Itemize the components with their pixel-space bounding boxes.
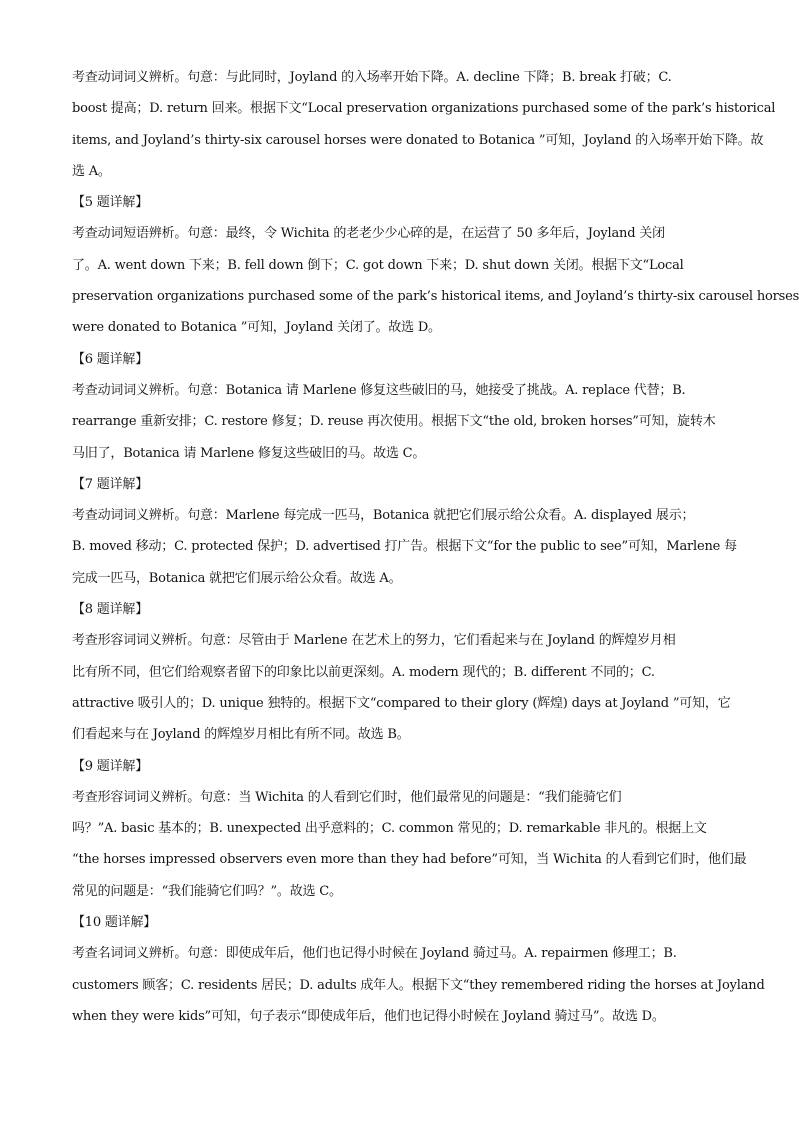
text-line: 完成一匹马，Botanica 就把它们展示给公众看。故选 A。 — [72, 570, 402, 586]
text-line: 考查名词词义辨析。句意：即使成年后，他们也记得小时候在 Joyland 骑过马。A. repairmen 修理工；B. — [72, 946, 677, 962]
text-line: 比有所不同，但它们给观察者留下的印象比以前更深刻。A. modern 现代的；B. different 不同的；C. — [72, 664, 655, 680]
text-line: 考查动词词义辨析。句意：与此同时，Joyland 的入场率开始下降。A. decline 下降；B. break 打破；C. — [72, 70, 672, 85]
heading-q7: 【7 题详解】 — [72, 476, 149, 492]
para-q9 — [72, 782, 747, 907]
text-line: 选 A。 — [72, 163, 111, 179]
text-line: 了。A. went down 下来；B. fell down 倒下；C. got down 下来；D. shut down 关闭。根据下文“Local — [72, 257, 684, 273]
heading-q6: 【6 题详解】 — [72, 351, 149, 367]
text-line: B. moved 移动；C. protected 保护；D. advertised 打广告。根据下文“for the public to see”可知，Marlene 每 — [72, 539, 737, 555]
para-q6 — [72, 375, 724, 469]
text-line: rearrange 重新安排；C. restore 修复；D. reuse 再次使用。根据下文“the old, broken horses”可知，旋转木 — [72, 414, 716, 430]
heading-q5: 【5 题详解】 — [72, 195, 149, 211]
heading-q10: 【10 题详解】 — [72, 915, 157, 931]
para-q8 — [72, 625, 731, 750]
text-line: when they were kids”可知，句子表示“即使成年后，他们也记得小时候在 Joyland 骑过马”。故选 D。 — [72, 1008, 665, 1024]
para-4-continuation — [72, 62, 776, 187]
text-line: boost 提高；D. return 回来。根据下文“Local preservation organizations purchased some of the park’s historical — [72, 101, 776, 117]
text-line: 考查动词短语辨析。句意：最终，令 Wichita 的老老少少心碎的是，在运营了 50 多年后，Joyland 关闭 — [72, 226, 665, 242]
text-line: items, and Joyland’s thirty-six carousel horses were donated to Botanica ”可知，Joyland 的入场率开始下降。故 — [72, 132, 764, 148]
text-line: customers 顾客；C. residents 居民；D. adults 成年人。根据下文“they remembered riding the horses at Joyland — [72, 977, 765, 993]
text-line: 考查动词词义辨析。句意：Marlene 每完成一匹马，Botanica 就把它们展示给公众看。A. displayed 展示； — [72, 508, 695, 524]
text-line: 考查形容词词义辨析。句意：当 Wichita 的人看到它们时，他们最常见的问题是：“我们能骑它们 — [72, 789, 622, 805]
heading-q8: 【8 题详解】 — [72, 602, 149, 618]
text-line: 马旧了，Botanica 请 Marlene 修复这些破旧的马。故选 C。 — [72, 445, 426, 461]
text-line: 常见的问题是：“我们能骑它们吗？”。故选 C。 — [72, 883, 342, 899]
text-line: were donated to Botanica ”可知，Joyland 关闭了。故选 D。 — [72, 320, 441, 336]
text-line: 考查形容词词义辨析。句意：尽管由于 Marlene 在艺术上的努力，它们看起来与在 Joyland 的辉煌岁月相 — [72, 633, 676, 649]
para-q7 — [72, 500, 737, 594]
heading-q9: 【9 题详解】 — [72, 758, 149, 774]
text-line: “the horses impressed observers even more than they had before”可知，当 Wichita 的人看到它们时，他们最 — [72, 852, 747, 868]
text-line: 吗？”A. basic 基本的；B. unexpected 出乎意料的；C. common 常见的；D. remarkable 非凡的。根据上文 — [72, 821, 707, 837]
para-q10 — [72, 938, 765, 1032]
text-line: 们看起来与在 Joyland 的辉煌岁月相比有所不同。故选 B。 — [72, 727, 410, 743]
text-line: 考查动词词义辨析。句意：Botanica 请 Marlene 修复这些破旧的马，她接受了挑战。A. replace 代替；B. — [72, 382, 686, 398]
para-q5 — [72, 218, 799, 343]
text-line: preservation organizations purchased some of the park’s historical items, and Joyland’s thirty-six carousel horses — [72, 289, 799, 305]
answer-explanation-page — [72, 62, 799, 1032]
text-line: attractive 吸引人的；D. unique 独特的。根据下文“compared to their glory (辉煌) days at Joyland ”可知，它 — [72, 695, 731, 711]
